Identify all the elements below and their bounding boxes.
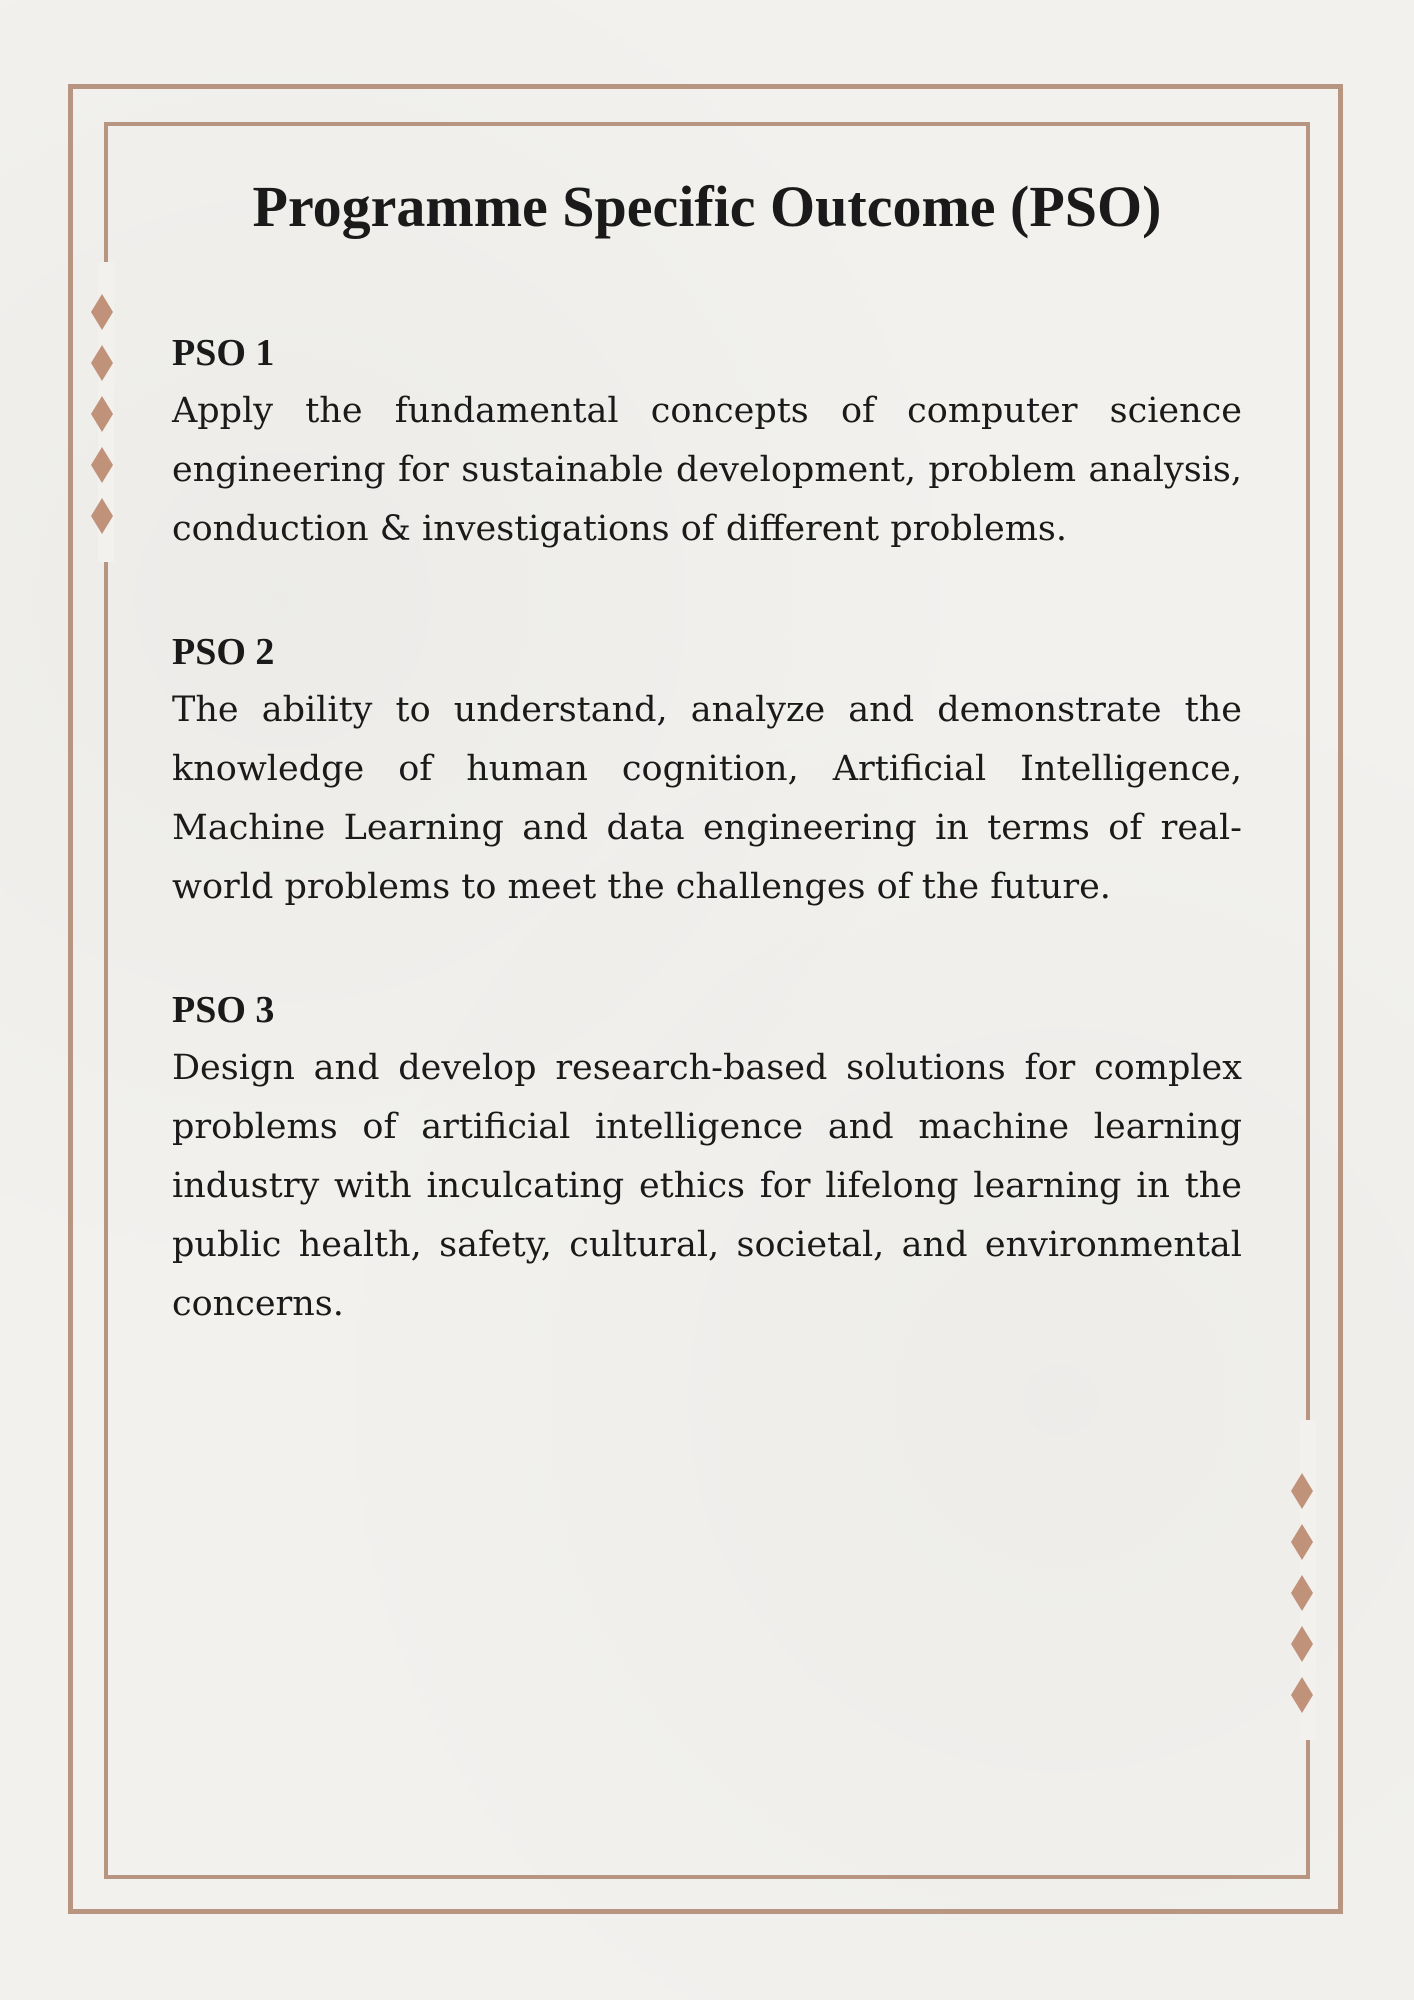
pso-item-3 — [172, 981, 1242, 1334]
pso-list — [172, 324, 1242, 1398]
pso-item-2 — [172, 623, 1242, 917]
diamond-icon — [91, 396, 113, 432]
page-title: Programme Specific Outcome (PSO) — [252, 174, 1162, 239]
right-diamond-ornament — [1291, 1473, 1313, 1728]
diamond-icon — [1291, 1626, 1313, 1662]
diamond-icon — [91, 447, 113, 483]
diamond-icon — [1291, 1677, 1313, 1713]
pso-description: Design and develop research-based solutions for complex problems of artificial intelligence and machine learning industry with inculcating ethics for lifelong learning in the public health, safety, cultural, societal, and environmental concerns. — [172, 1048, 1242, 1324]
diamond-icon — [91, 498, 113, 534]
pso-heading: PSO 2 — [172, 631, 275, 673]
pso-description: Apply the fundamental concepts of computer science engineering for sustainable development, problem analysis, conduction & investigations of different problems. — [172, 391, 1242, 549]
diamond-icon — [1291, 1524, 1313, 1560]
left-diamond-ornament — [91, 294, 113, 549]
diamond-icon — [91, 294, 113, 330]
pso-item-1 — [172, 324, 1242, 559]
pso-heading: PSO 3 — [172, 989, 275, 1031]
pso-heading: PSO 1 — [172, 332, 275, 374]
diamond-icon — [1291, 1473, 1313, 1509]
diamond-icon — [1291, 1575, 1313, 1611]
pso-description: The ability to understand, analyze and demonstrate the knowledge of human cognition, Artificial Intelligence, Machine Learning and data engineering in terms of real-world problems to meet the challenges of the future. — [172, 690, 1242, 907]
diamond-icon — [91, 345, 113, 381]
